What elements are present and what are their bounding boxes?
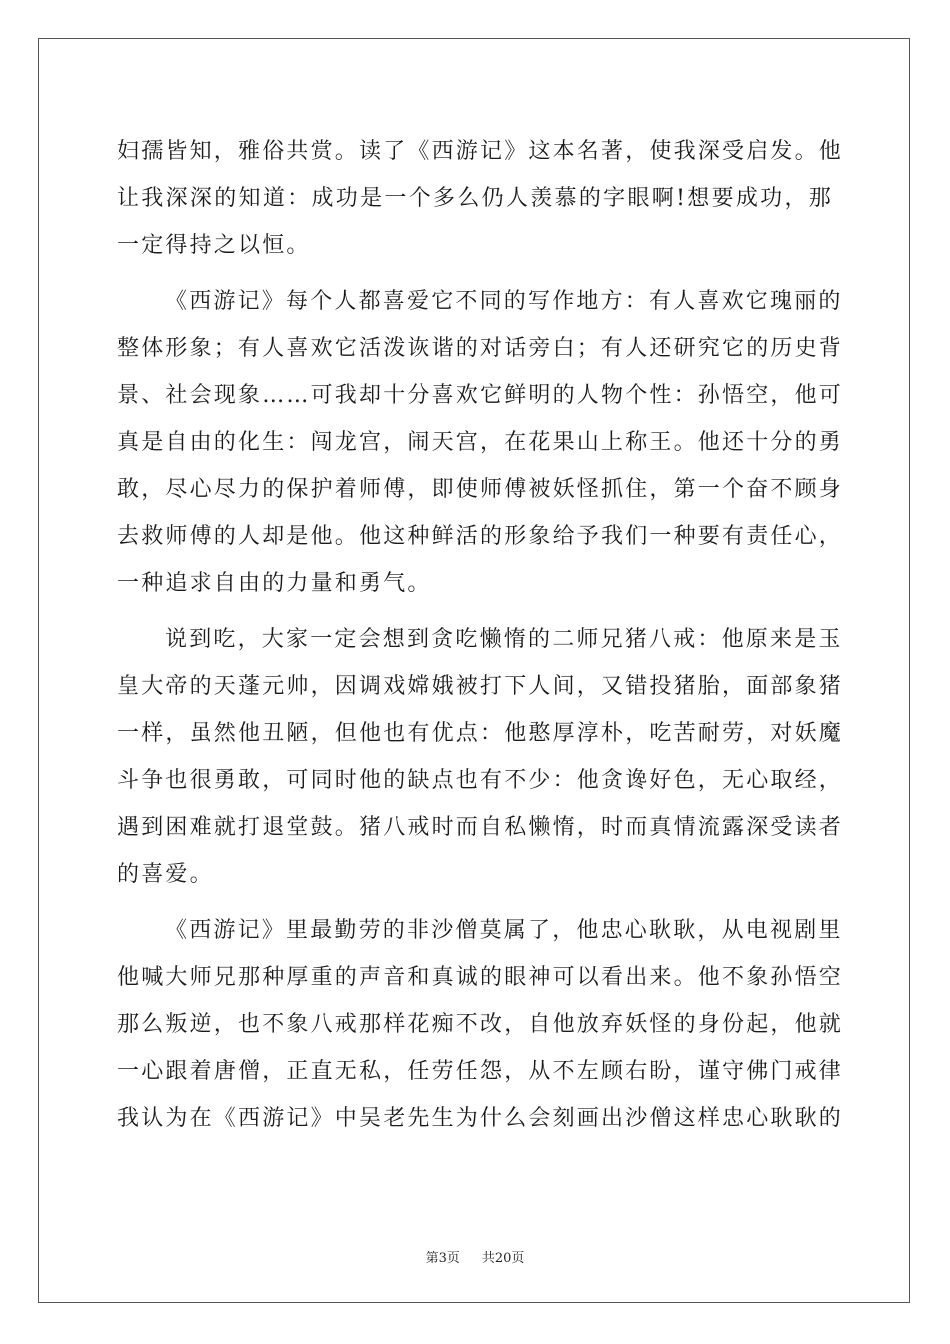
text-line: 整体形象；有人喜欢它活泼诙谐的对话旁白；有人还研究它的历史背 xyxy=(117,336,844,361)
text-line: 一定得持之以恒。 xyxy=(117,233,311,258)
text-line: 的喜爱。 xyxy=(117,862,214,887)
text-line: 《西游记》里最勤劳的非沙僧莫属了，他忠心耿耿，从电视剧里 xyxy=(165,918,843,943)
text-line: 让我深深的知道：成功是一个多么仍人羡慕的字眼啊!想要成功，那 xyxy=(117,186,833,211)
text-line: 我认为在《西游记》中吴老先生为什么会刻画出沙僧这样忠心耿耿的 xyxy=(117,1106,844,1131)
text-line: 真是自由的化生：闯龙宫，闹天宫，在花果山上称王。他还十分的勇 xyxy=(117,430,844,455)
paragraph-3 xyxy=(117,616,844,898)
paragraph-4 xyxy=(117,907,844,1142)
text-line: 遇到困难就打退堂鼓。猪八戒时而自私懒惰，时而真情流露深受读者 xyxy=(117,815,844,840)
document-body xyxy=(117,128,844,1142)
text-line: 一心跟着唐僧，正直无私，任劳任怨，从不左顾右盼，谨守佛门戒律 xyxy=(117,1059,844,1084)
text-line: 一种追求自由的力量和勇气。 xyxy=(117,571,432,596)
text-line: 去救师傅的人却是他。他这种鲜活的形象给予我们一种要有责任心， xyxy=(117,524,844,549)
paragraph-1 xyxy=(117,128,844,269)
text-line: 那么叛逆，也不象八戒那样花痴不改，自他放弃妖怪的身份起，他就 xyxy=(117,1012,844,1037)
text-line: 一样，虽然他丑陋，但他也有优点：他憨厚淳朴，吃苦耐劳，对妖魔 xyxy=(117,721,844,746)
text-line: 敢，尽心尽力的保护着师傅，即使师傅被妖怪抓住，第一个奋不顾身 xyxy=(117,477,844,502)
text-line: 景、社会现象……可我却十分喜欢它鲜明的人物个性：孙悟空，他可 xyxy=(117,383,844,408)
text-line: 他喊大师兄那种厚重的声音和真诚的眼神可以看出来。他不象孙悟空 xyxy=(117,965,844,990)
text-line: 《西游记》每个人都喜爱它不同的写作地方：有人喜欢它瑰丽的 xyxy=(165,289,843,314)
paragraph-2 xyxy=(117,278,844,607)
text-line: 妇孺皆知，雅俗共赏。读了《西游记》这本名著，使我深受启发。他 xyxy=(117,139,844,164)
page-footer xyxy=(0,1247,950,1266)
text-line: 说到吃，大家一定会想到贪吃懒惰的二师兄猪八戒：他原来是玉 xyxy=(165,627,843,652)
page-number: 第3页 xyxy=(425,1251,460,1266)
total-pages: 共20页 xyxy=(481,1251,525,1266)
text-line: 皇大帝的天蓬元帅，因调戏嫦娥被打下人间，又错投猪胎，面部象猪 xyxy=(117,674,844,699)
text-line: 斗争也很勇敢，可同时他的缺点也有不少：他贪谗好色，无心取经， xyxy=(117,768,844,793)
